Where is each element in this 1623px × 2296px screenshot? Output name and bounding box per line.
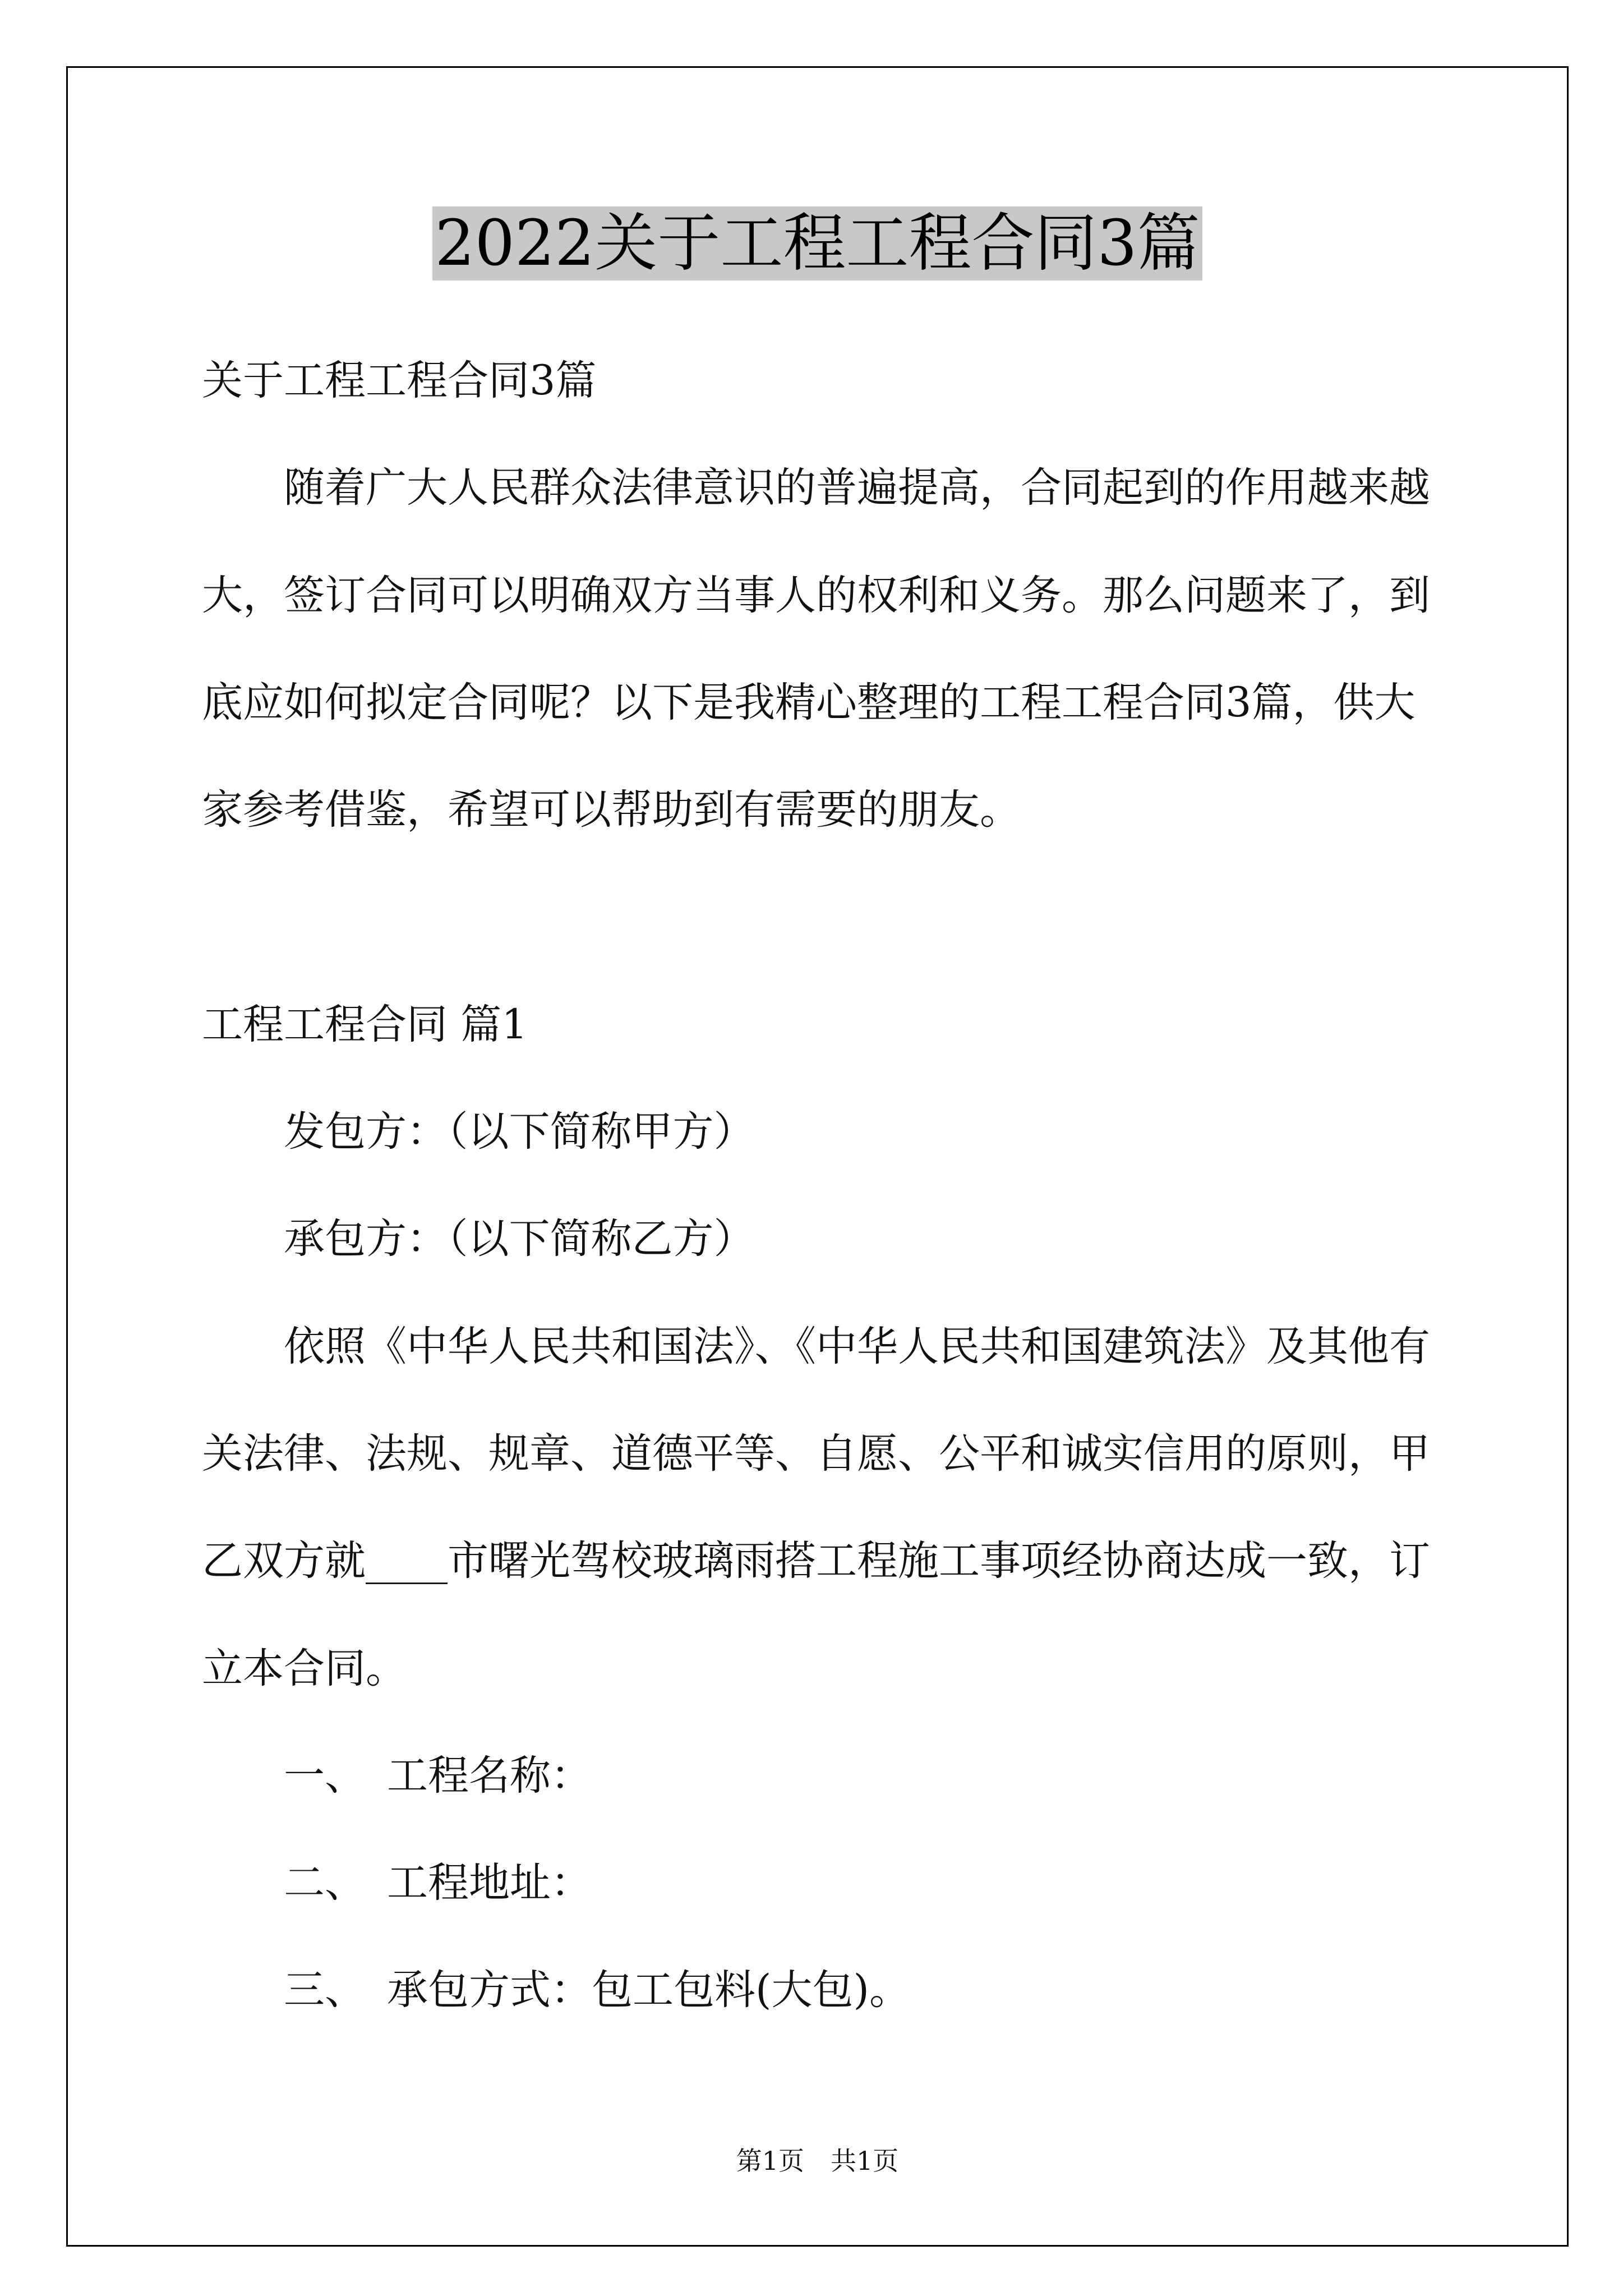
clause-item (202, 1936, 1492, 2044)
preamble-line: 关法律、法规、规章、道德平等、自愿、公平和诚实信用的原则，甲 (202, 1429, 1430, 1478)
employer-line: 发包方：（以下简称甲方） (284, 1108, 755, 1156)
clause-number: 二、 (284, 1859, 366, 1907)
clause-number: 一、 (284, 1751, 366, 1800)
preamble-line: 乙双方就____市曙光驾校玻璃雨搭工程施工事项经协商达成一致，订 (202, 1537, 1430, 1585)
page-number-total: 共1页 (831, 2146, 899, 2176)
title-row (66, 206, 1569, 280)
clause-item (202, 1722, 1492, 1829)
clause-text: 工程地址： (387, 1859, 592, 1907)
section-heading: 工程工程合同 篇1 (202, 1000, 528, 1048)
document-body (202, 327, 1492, 2044)
preamble-line: 立本合同。 (202, 1644, 407, 1692)
document-heading: 关于工程工程合同3篇 (202, 357, 597, 404)
clause-text: 承包方式：包工包料(大包)。 (387, 1966, 910, 2014)
document-title: 2022关于工程工程合同3篇 (432, 206, 1202, 280)
intro-line: 底应如何拟定合同呢？以下是我精心整理的工程工程合同3篇，供大 (202, 678, 1415, 726)
intro-line: 随着广大人民群众法律意识的普遍提高，合同起到的作用越来越 (284, 464, 1430, 512)
page-number-current: 第1页 (736, 2146, 804, 2176)
blank-line (202, 863, 1492, 970)
clause-number: 三、 (284, 1966, 366, 2014)
intro-paragraph (202, 434, 1492, 863)
preamble-line: 依照《中华人民共和国法》、《中华人民共和国建筑法》及其他有 (284, 1322, 1430, 1370)
preamble-paragraph (202, 1293, 1492, 1722)
clause-text: 工程名称： (387, 1751, 592, 1800)
intro-line: 大，签订合同可以明确双方当事人的权利和义务。那么问题来了，到 (202, 571, 1430, 619)
intro-line: 家参考借鉴，希望可以帮助到有需要的朋友。 (202, 786, 1021, 834)
page-footer (66, 2144, 1569, 2178)
clause-item (202, 1829, 1492, 1936)
contractor-line: 承包方：（以下简称乙方） (284, 1215, 755, 1263)
